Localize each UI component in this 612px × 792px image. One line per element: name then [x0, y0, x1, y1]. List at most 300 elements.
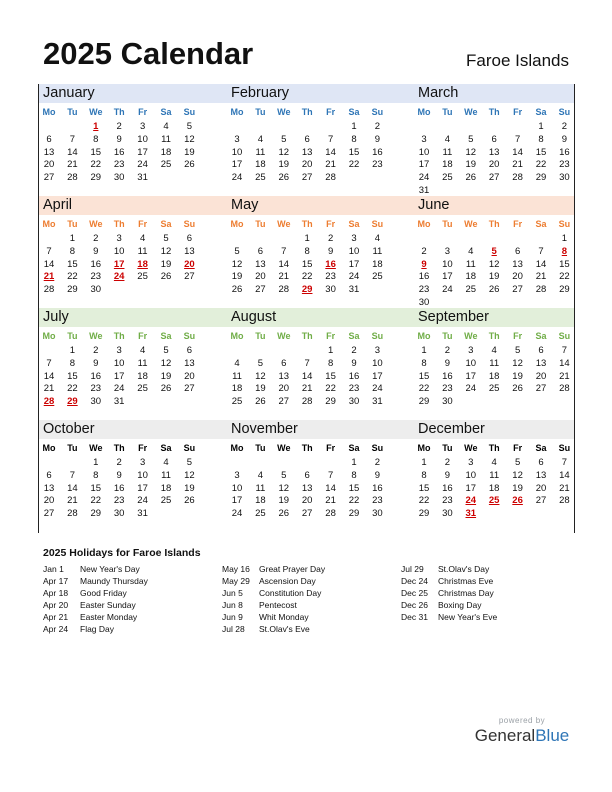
holiday-item: [43, 588, 148, 600]
calendar-day: 22: [418, 383, 430, 395]
calendar-day: 8: [421, 469, 427, 481]
calendar-day: 14: [43, 370, 55, 382]
calendar-day: 20: [535, 370, 547, 382]
calendar-day: 31: [137, 172, 148, 184]
weekday-header: Su: [183, 331, 196, 341]
month-name: April: [43, 197, 73, 213]
weekday-header: Sa: [348, 219, 360, 229]
holiday-date: 5: [491, 245, 497, 257]
calendar-day: 30: [442, 508, 453, 520]
calendar-day: 7: [561, 345, 568, 356]
calendar-day: 11: [161, 133, 171, 145]
holiday-date-label: Apr 21: [43, 612, 69, 622]
weekday-header: Mo: [417, 107, 431, 117]
calendar-day: 2: [444, 457, 451, 468]
calendar-day: 28: [43, 284, 55, 296]
calendar-day: 21: [325, 159, 336, 171]
calendar-day: 20: [488, 159, 500, 171]
calendar-day: 1: [93, 457, 99, 468]
holiday-item: [401, 588, 497, 600]
calendar-day: 4: [491, 457, 497, 468]
calendar-day: 15: [535, 146, 547, 158]
calendar-day: 24: [418, 172, 430, 184]
calendar-day: 28: [325, 172, 336, 184]
calendar-day: 18: [442, 159, 453, 171]
calendar-day: 4: [374, 233, 381, 244]
calendar-day: 18: [488, 482, 500, 494]
weekday-header: Sa: [160, 107, 172, 117]
calendar-day: 13: [255, 258, 266, 270]
calendar-day: 8: [351, 133, 357, 145]
brand-general: General: [474, 726, 536, 745]
calendar-day: 14: [67, 146, 78, 158]
calendar-day: 15: [301, 258, 313, 270]
calendar-day: 30: [113, 508, 125, 520]
calendar-day: 9: [374, 133, 381, 145]
holiday-name: St.Olav's Day: [438, 564, 490, 574]
month-name: January: [43, 85, 95, 101]
calendar-day: 12: [278, 146, 290, 158]
holiday-name: Christmas Eve: [438, 576, 494, 586]
weekday-header: Fr: [138, 219, 148, 229]
calendar-day: 30: [372, 508, 383, 520]
calendar-day: 26: [278, 508, 290, 520]
calendar-day: 16: [442, 482, 453, 494]
holiday-date: 29: [301, 284, 313, 296]
holiday-date: 26: [512, 495, 523, 507]
weekday-header: We: [89, 443, 103, 453]
weekday-header: Su: [371, 331, 384, 341]
calendar-day: 20: [278, 383, 290, 395]
holiday-date-label: Jun 8: [222, 600, 243, 610]
calendar-day: 28: [559, 383, 570, 395]
calendar-day: 5: [234, 245, 240, 257]
calendar-day: 12: [278, 482, 290, 494]
calendar-day: 29: [418, 396, 430, 408]
holiday-item: [222, 564, 325, 576]
calendar-day: 14: [301, 370, 313, 382]
weekday-header: Tu: [442, 107, 453, 117]
weekday-header: Fr: [513, 219, 523, 229]
holiday-date-label: May 29: [222, 576, 250, 586]
calendar-day: 5: [186, 121, 193, 132]
calendar-day: 8: [93, 133, 99, 145]
holiday-date: 18: [137, 258, 148, 270]
calendar-day: 23: [90, 271, 102, 283]
calendar-day: 24: [372, 383, 383, 395]
calendar-day: 19: [184, 146, 195, 158]
calendar-day: 1: [538, 121, 544, 132]
holiday-item: [222, 588, 325, 600]
calendar-day: 14: [559, 469, 570, 481]
calendar-day: 12: [488, 258, 500, 270]
calendar-day: 14: [43, 258, 55, 270]
calendar-day: 18: [137, 370, 148, 382]
calendar-day: 31: [418, 185, 430, 196]
calendar-day: 6: [46, 469, 52, 481]
calendar-day: 12: [465, 146, 477, 158]
calendar-day: 3: [116, 345, 122, 356]
holiday-name: Flag Day: [80, 624, 115, 634]
weekday-header: We: [89, 107, 103, 117]
calendar-day: 30: [325, 284, 336, 296]
weekday-header: Tu: [442, 443, 453, 453]
calendar-day: 20: [512, 271, 523, 283]
weekday-header: Mo: [417, 331, 431, 341]
calendar-day: 6: [186, 345, 193, 356]
calendar-day: 21: [512, 159, 523, 171]
weekday-header: Su: [371, 107, 384, 117]
calendar-day: 20: [255, 271, 266, 283]
calendar-day: 17: [231, 495, 243, 507]
brand-blue: Blue: [535, 726, 570, 745]
weekday-header: Th: [301, 107, 313, 117]
calendar-day: 11: [137, 245, 148, 257]
holiday-date: 24: [113, 271, 125, 283]
calendar-day: 29: [535, 172, 547, 184]
calendar-day: 16: [348, 370, 360, 382]
calendar-day: 22: [325, 383, 336, 395]
calendar-day: 27: [535, 383, 547, 395]
calendar-day: 26: [278, 172, 290, 184]
calendar-day: 2: [444, 345, 451, 356]
calendar-day: 1: [351, 121, 357, 132]
holiday-name: Easter Sunday: [80, 600, 136, 610]
calendar-day: 1: [421, 457, 427, 468]
calendar-day: 22: [535, 159, 547, 171]
holiday-date-label: Jun 5: [222, 588, 243, 598]
calendar-day: 7: [561, 457, 568, 468]
calendar-day: 8: [69, 357, 76, 369]
calendar-day: 3: [468, 457, 474, 468]
calendar-day: 4: [163, 457, 169, 468]
calendar-day: 2: [116, 457, 122, 468]
weekday-header: We: [277, 219, 291, 229]
calendar-day: 4: [234, 357, 240, 369]
holiday-item: [222, 600, 325, 612]
calendar-day: 13: [535, 357, 547, 369]
calendar-day: 9: [561, 133, 568, 145]
weekday-header: Su: [558, 331, 571, 341]
calendar-day: 19: [512, 370, 523, 382]
calendar-day: 10: [113, 357, 125, 369]
weekday-header: Fr: [326, 331, 336, 341]
calendar-day: 3: [234, 469, 240, 481]
holiday-date-label: Dec 25: [401, 588, 428, 598]
calendar-day: 3: [139, 121, 146, 132]
calendar-day: 3: [374, 345, 381, 356]
calendar-day: 9: [444, 357, 451, 369]
calendar-day: 15: [67, 258, 78, 270]
holiday-date: 28: [43, 396, 55, 408]
weekday-header: Th: [113, 331, 125, 341]
calendar-day: 24: [113, 383, 125, 395]
calendar-day: 14: [278, 258, 290, 270]
calendar-day: 12: [160, 245, 172, 257]
country-name: Faroe Islands: [466, 51, 569, 70]
calendar-day: 10: [418, 146, 430, 158]
weekday-header: Tu: [67, 107, 78, 117]
holiday-item: [43, 624, 148, 636]
calendar-day: 31: [372, 396, 383, 408]
calendar-day: 13: [184, 245, 195, 257]
calendar-day: 17: [137, 146, 148, 158]
calendar-day: 27: [43, 508, 55, 520]
calendar-day: 4: [139, 345, 146, 356]
calendar-day: 14: [512, 146, 523, 158]
holiday-item: [401, 576, 497, 588]
month-name: September: [418, 309, 489, 325]
calendar-day: 28: [67, 508, 78, 520]
calendar-day: 9: [444, 469, 451, 481]
calendar-day: 10: [348, 245, 360, 257]
holiday-date-label: May 16: [222, 564, 250, 574]
calendar-day: 21: [325, 495, 336, 507]
calendar-day: 30: [113, 172, 125, 184]
weekday-header: Tu: [67, 331, 78, 341]
weekday-header: We: [464, 219, 478, 229]
holidays-title: 2025 Holidays for Faroe Islands: [43, 547, 201, 559]
calendar-day: 29: [67, 284, 78, 296]
weekday-header: Fr: [513, 107, 523, 117]
holiday-name: Maundy Thursday: [80, 576, 148, 586]
calendar-day: 23: [418, 284, 430, 296]
weekday-header: We: [89, 219, 103, 229]
holiday-date: 24: [465, 495, 477, 507]
calendar-day: 22: [67, 383, 78, 395]
holiday-item: [401, 600, 497, 612]
weekday-header: Mo: [417, 219, 431, 229]
calendar-day: 12: [231, 258, 243, 270]
calendar-day: 15: [418, 482, 430, 494]
calendar-day: 9: [374, 469, 381, 481]
holiday-date-label: Dec 31: [401, 612, 428, 622]
calendar-day: 26: [512, 383, 523, 395]
season-band-winter: [38, 84, 575, 103]
calendar-day: 20: [535, 482, 547, 494]
calendar-day: 2: [561, 121, 568, 132]
calendar-day: 17: [465, 482, 477, 494]
calendar-day: 13: [278, 370, 290, 382]
holiday-name: Good Friday: [80, 588, 127, 598]
calendar-day: 25: [255, 172, 266, 184]
calendar-day: 9: [93, 245, 99, 257]
calendar-day: 28: [278, 284, 290, 296]
weekday-header: Fr: [513, 443, 523, 453]
calendar-day: 4: [163, 121, 169, 132]
weekday-header: Sa: [160, 331, 172, 341]
calendar-day: 10: [465, 357, 477, 369]
calendar-day: 25: [255, 508, 266, 520]
calendar-day: 26: [488, 284, 500, 296]
weekday-header: We: [277, 331, 291, 341]
calendar-day: 28: [325, 508, 336, 520]
calendar-day: 5: [514, 345, 521, 356]
calendar-day: 2: [351, 345, 357, 356]
calendar-day: 8: [93, 469, 99, 481]
calendar-day: 10: [465, 469, 477, 481]
weekday-header: Su: [558, 443, 571, 453]
holiday-column-1: [43, 564, 148, 636]
weekday-header: Mo: [230, 331, 244, 341]
calendar-day: 12: [184, 133, 195, 145]
calendar-day: 17: [465, 370, 477, 382]
calendar-day: 15: [418, 370, 430, 382]
weekday-header: Su: [371, 443, 384, 453]
holiday-date: 21: [43, 271, 55, 283]
calendar-day: 15: [90, 146, 102, 158]
page-title: 2025 Calendar: [43, 36, 254, 71]
calendar-day: 15: [348, 482, 360, 494]
season-band-summer: [38, 308, 575, 327]
generalblue-logo[interactable]: [474, 716, 570, 746]
weekday-header: We: [89, 331, 103, 341]
holiday-date-label: Jun 9: [222, 612, 243, 622]
holiday-item: [222, 612, 325, 624]
weekday-header: Sa: [535, 443, 547, 453]
holiday-item: [43, 612, 148, 624]
calendar-day: 7: [514, 133, 521, 145]
calendar-day: 6: [281, 357, 287, 369]
calendar-day: 19: [488, 271, 500, 283]
calendar-day: 11: [161, 469, 171, 481]
calendar-day: 29: [90, 508, 102, 520]
calendar-day: 6: [514, 245, 521, 257]
holiday-item: [43, 600, 148, 612]
calendar-day: 29: [348, 508, 360, 520]
calendar-day: 3: [421, 133, 427, 145]
calendar-day: 23: [442, 383, 453, 395]
holiday-name: Constitution Day: [259, 588, 322, 598]
calendar-day: 26: [184, 159, 195, 171]
calendar-day: 5: [514, 457, 521, 468]
calendar-day: 8: [304, 245, 310, 257]
calendar-day: 5: [281, 469, 287, 481]
calendar-day: 6: [186, 233, 193, 244]
holiday-name: Pentecost: [259, 600, 297, 610]
calendar-day: 2: [421, 245, 427, 257]
calendar-day: 1: [304, 233, 310, 244]
calendar-day: 10: [442, 258, 453, 270]
calendar-day: 19: [160, 258, 172, 270]
weekday-header: Sa: [535, 331, 547, 341]
holiday-date-label: Dec 26: [401, 600, 428, 610]
calendar-day: 17: [113, 370, 125, 382]
calendar-day: 19: [512, 482, 523, 494]
calendar-day: 25: [137, 271, 148, 283]
weekday-header: Th: [113, 219, 125, 229]
calendar-day: 29: [418, 508, 430, 520]
calendar-day: 17: [348, 258, 360, 270]
weekday-header: Tu: [67, 219, 78, 229]
calendar-day: 19: [184, 482, 195, 494]
calendar-day: 25: [465, 284, 477, 296]
calendar-day: 29: [559, 284, 570, 296]
month-name: May: [231, 197, 259, 213]
calendar-day: 21: [67, 495, 78, 507]
holiday-name: Easter Monday: [80, 612, 138, 622]
calendar-day: 2: [374, 457, 381, 468]
calendar-day: 21: [43, 383, 55, 395]
calendar-day: 17: [372, 370, 383, 382]
calendar-day: 10: [231, 482, 243, 494]
calendar-day: 20: [184, 370, 195, 382]
calendar-day: 13: [43, 146, 55, 158]
calendar-day: 22: [418, 495, 430, 507]
calendar-day: 22: [67, 271, 78, 283]
holiday-date-label: Apr 17: [43, 576, 69, 586]
calendar-day: 21: [67, 159, 78, 171]
calendar-day: 31: [137, 508, 148, 520]
weekday-header: Mo: [42, 219, 56, 229]
holiday-name: Whit Monday: [259, 612, 309, 622]
weekday-header: Sa: [160, 219, 172, 229]
calendar-day: 10: [231, 146, 243, 158]
holiday-item: [401, 612, 497, 624]
weekday-header: Tu: [67, 443, 78, 453]
calendar-day: 18: [372, 258, 383, 270]
calendar-day: 6: [304, 469, 310, 481]
calendar-day: 22: [348, 495, 360, 507]
calendar-day: 27: [184, 383, 195, 395]
calendar-day: 29: [90, 172, 102, 184]
calendar-day: 19: [255, 383, 266, 395]
calendar-day: 23: [90, 383, 102, 395]
calendar-day: 13: [184, 357, 195, 369]
calendar-day: 21: [535, 271, 547, 283]
calendar-day: 30: [559, 172, 570, 184]
calendar-day: 10: [372, 357, 383, 369]
month-name: February: [231, 85, 290, 101]
calendar-day: 9: [327, 245, 334, 257]
weekday-header: Mo: [230, 443, 244, 453]
calendar-day: 26: [184, 495, 195, 507]
season-band-autumn: [38, 420, 575, 439]
calendar-day: 18: [255, 495, 266, 507]
calendar-day: 1: [351, 457, 357, 468]
calendar-day: 24: [231, 508, 243, 520]
holiday-column-2: [222, 564, 325, 636]
calendar-day: 30: [90, 396, 102, 408]
weekday-header: Th: [113, 443, 125, 453]
calendar-day: 7: [69, 469, 76, 481]
weekday-header: Fr: [138, 107, 148, 117]
calendar-day: 27: [184, 271, 195, 283]
calendar-day: 19: [278, 495, 290, 507]
calendar-day: 6: [46, 133, 52, 145]
calendar-day: 30: [90, 284, 102, 296]
calendar-day: 19: [231, 271, 243, 283]
calendar-day: 7: [46, 357, 52, 369]
calendar-day: 12: [512, 469, 523, 481]
calendar-day: 28: [559, 495, 570, 507]
calendar-day: 4: [257, 133, 264, 145]
weekday-header: Fr: [513, 331, 523, 341]
weekday-header: Fr: [326, 219, 336, 229]
calendar-day: 2: [116, 121, 122, 132]
calendar-day: 9: [116, 133, 122, 145]
calendar-day: 25: [488, 383, 500, 395]
month-name: June: [418, 197, 450, 213]
calendar-day: 28: [301, 396, 313, 408]
calendar-day: 9: [116, 469, 122, 481]
calendar-day: 28: [512, 172, 523, 184]
calendar-day: 19: [278, 159, 290, 171]
month-name: December: [418, 421, 485, 437]
weekday-header: Th: [301, 443, 313, 453]
calendar-day: 6: [538, 457, 544, 468]
calendar-day: 3: [116, 233, 122, 244]
